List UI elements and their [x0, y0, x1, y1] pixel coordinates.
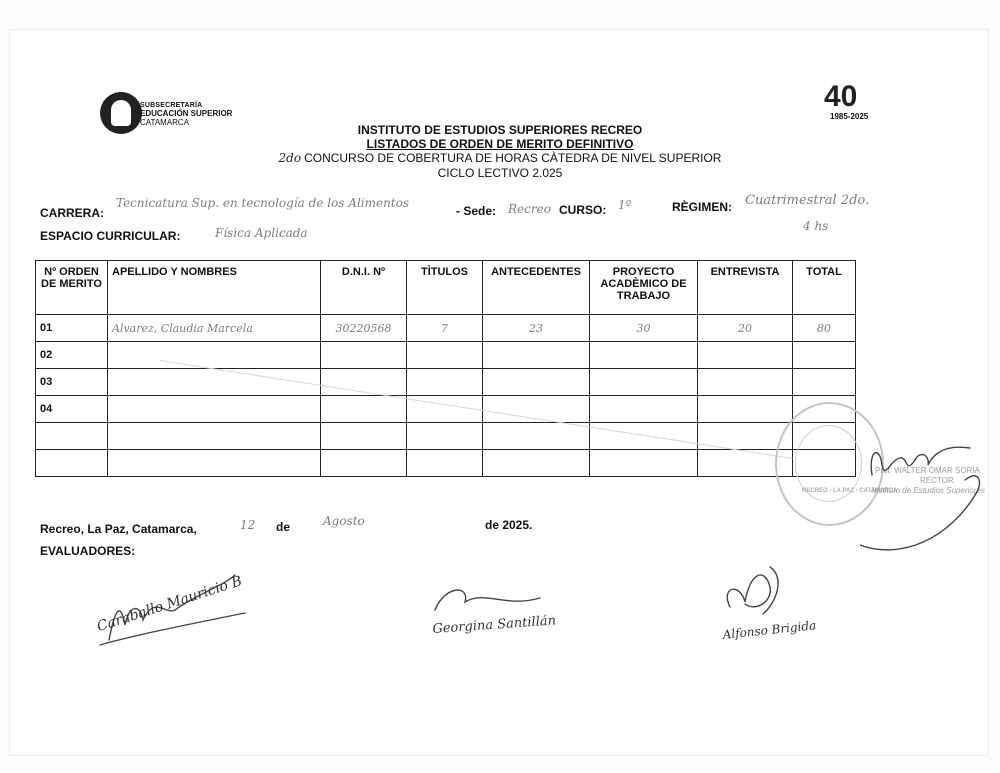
orden-cell	[36, 450, 108, 477]
total-cell	[793, 342, 856, 369]
sede-value: Recreo	[508, 202, 551, 216]
col-header-entrevista: ENTREVISTA	[698, 261, 793, 315]
col-header-antecedentes: ANTECEDENTES	[483, 261, 590, 315]
contest-name: CONCURSO DE COBERTURA DE HORAS CÀTEDRA DE NIVEL SUPERIOR	[304, 151, 722, 165]
dni-cell	[321, 423, 407, 450]
stamp-institution: Instituto de Estudios Superiores	[872, 486, 985, 495]
logo-line-3: CATAMARCA	[140, 118, 190, 127]
antecedentes-cell	[483, 369, 590, 396]
col-header-titulos: TÌTULOS	[407, 261, 483, 315]
seal-text: RECREO - LA PAZ - CATAMARCA	[802, 488, 898, 494]
stamp-name: Prof. WALTER OMAR SORIA	[875, 466, 980, 475]
proyecto-cell: 30	[636, 321, 651, 335]
anniversary-number: 40	[824, 80, 858, 113]
table-header-row	[36, 261, 856, 315]
antecedentes-cell	[483, 423, 590, 450]
orden-cell: 04	[36, 396, 108, 423]
nombre-cell: Alvarez, Claudia Marcela	[112, 321, 253, 335]
titulos-cell: 7	[441, 321, 448, 335]
carrera-label: CARRERA:	[40, 206, 104, 220]
place-text: Recreo, La Paz, Catamarca,	[40, 522, 197, 536]
regimen-value: Cuatrimestral 2do.	[745, 193, 870, 208]
nombre-cell	[108, 369, 321, 396]
institute-title: INSTITUTO DE ESTUDIOS SUPERIORES RECREO	[357, 123, 643, 137]
proyecto-cell	[590, 450, 698, 477]
orden-cell: 01	[36, 315, 108, 342]
orden-cell	[36, 423, 108, 450]
dni-cell	[321, 450, 407, 477]
col-header-dni: D.N.I. Nº	[321, 261, 407, 315]
stamp-role: RECTOR	[920, 476, 954, 485]
horas-value: 4 hs	[803, 219, 829, 233]
proyecto-cell	[590, 369, 698, 396]
total-cell	[793, 369, 856, 396]
antecedentes-cell	[483, 342, 590, 369]
contest-prefix: 2do	[278, 151, 302, 165]
anniversary-years: 1985-2025	[830, 112, 869, 121]
antecedentes-cell	[483, 450, 590, 477]
col-header-orden: Nº ORDEN DE MERITO	[36, 261, 108, 315]
espacio-label: ESPACIO CURRICULAR:	[40, 229, 181, 243]
col-header-nombre: APELLIDO Y NOMBRES	[108, 261, 321, 315]
proyecto-cell	[590, 396, 698, 423]
dni-cell	[321, 342, 407, 369]
year-text: de 2025.	[485, 518, 533, 532]
col-header-total: TOTAL	[793, 261, 856, 315]
nombre-cell	[108, 423, 321, 450]
table-row	[36, 423, 856, 450]
cycle-title: CICLO LECTIVO 2.025	[437, 166, 563, 180]
nombre-cell	[108, 450, 321, 477]
month-value: Agosto	[323, 514, 365, 528]
espacio-value: Física Aplicada	[215, 226, 308, 240]
proyecto-cell	[590, 342, 698, 369]
total-cell: 80	[817, 321, 831, 335]
table-row	[36, 342, 856, 369]
curso-value: 1º	[618, 198, 632, 212]
entrevista-cell	[698, 369, 793, 396]
table-row	[36, 315, 856, 342]
anniversary-logo	[822, 80, 892, 124]
entrevista-cell	[698, 396, 793, 423]
regimen-label: RÈGIMEN:	[672, 200, 732, 214]
table-row	[36, 396, 856, 423]
contest-title	[0, 151, 1000, 165]
col-header-proyecto: PROYECTO ACADÈMICO DE TRABAJO	[590, 261, 698, 315]
evaluator-3-name: Alfonso Brigida	[722, 618, 817, 642]
day-value: 12	[240, 518, 256, 532]
orden-cell: 02	[36, 342, 108, 369]
dni-cell	[321, 396, 407, 423]
logo-line-2: EDUCACIÓN SUPERIOR	[140, 109, 233, 118]
titulos-cell	[407, 342, 483, 369]
evaluator-2-name: Georgina Santillán	[432, 613, 557, 637]
merit-table	[35, 260, 856, 477]
evaluadores-label: EVALUADORES:	[40, 544, 136, 558]
table-row	[36, 450, 856, 477]
entrevista-cell	[698, 342, 793, 369]
evaluator-3-signature	[715, 562, 795, 622]
antecedentes-cell: 23	[529, 321, 543, 335]
carrera-value: Tecnicatura Sup. en tecnología de los Alimentos	[116, 196, 410, 210]
titulos-cell	[407, 423, 483, 450]
nombre-cell	[108, 396, 321, 423]
titulos-cell	[407, 369, 483, 396]
orden-cell: 03	[36, 369, 108, 396]
sede-label: - Sede:	[456, 204, 497, 218]
logo-line-1: SUBSECRETARÍA	[140, 102, 203, 109]
de-text: de	[276, 520, 291, 534]
curso-label: CURSO:	[559, 203, 607, 217]
titulos-cell	[407, 450, 483, 477]
rector-signature	[860, 420, 985, 560]
list-title: LISTADOS DE ORDEN DE MERITO DEFINITIVO	[366, 137, 634, 151]
dni-cell: 30220568	[335, 321, 392, 335]
nombre-cell	[108, 342, 321, 369]
entrevista-cell: 20	[738, 321, 752, 335]
evaluator-1-name: Caraballo Mauricio B	[95, 573, 245, 636]
table-row	[36, 369, 856, 396]
